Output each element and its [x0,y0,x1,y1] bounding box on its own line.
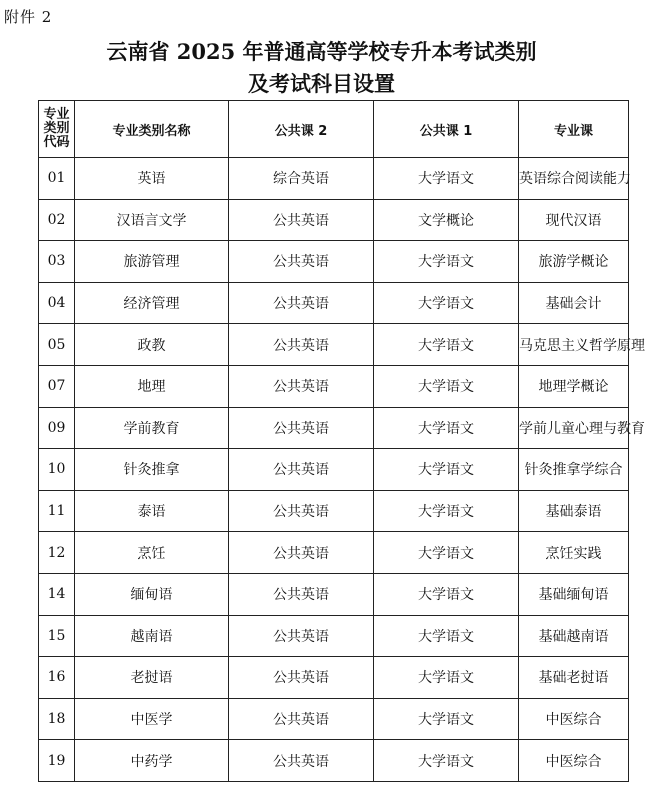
cell-public-course-2: 公共英语 [229,490,374,532]
cell-public-course-2: 公共英语 [229,282,374,324]
attachment-label: 附件 2 [4,8,53,26]
cell-category-name: 中药学 [75,740,229,782]
cell-public-course-1: 大学语文 [374,573,519,615]
cell-public-course-2: 公共英语 [229,407,374,449]
cell-category-name: 学前教育 [75,407,229,449]
cell-category-name: 旅游管理 [75,241,229,283]
document-title-line-1: 云南省 2025 年普通高等学校专升本考试类别 [106,39,537,64]
cell-category-name: 缅甸语 [75,573,229,615]
cell-category-name: 汉语言文学 [75,199,229,241]
table-row [39,241,629,283]
cell-category-code: 14 [39,573,75,615]
table-row [39,282,629,324]
cell-public-course-1: 大学语文 [374,740,519,782]
table-row [39,573,629,615]
header-code-line: 类别 [43,121,70,136]
cell-major-course: 中医综合 [519,740,629,782]
cell-public-course-1: 大学语文 [374,407,519,449]
cell-public-course-2: 公共英语 [229,615,374,657]
cell-category-code: 07 [39,365,75,407]
cell-category-name: 政教 [75,324,229,366]
cell-category-code: 10 [39,449,75,491]
table-row [39,615,629,657]
cell-category-name: 经济管理 [75,282,229,324]
cell-public-course-1: 大学语文 [374,615,519,657]
header-category-code [39,101,75,158]
cell-public-course-1: 大学语文 [374,365,519,407]
cell-public-course-1: 文学概论 [374,199,519,241]
table-row [39,365,629,407]
cell-public-course-2: 公共英语 [229,199,374,241]
cell-category-code: 11 [39,490,75,532]
cell-category-name: 针灸推拿 [75,449,229,491]
table-row [39,324,629,366]
header-major-course: 专业课 [519,101,629,158]
cell-public-course-1: 大学语文 [374,490,519,532]
cell-category-code: 09 [39,407,75,449]
table-row [39,199,629,241]
cell-category-code: 01 [39,158,75,200]
cell-major-course: 针灸推拿学综合 [519,449,629,491]
cell-public-course-2: 公共英语 [229,740,374,782]
cell-major-course: 英语综合阅读能力 [519,158,629,200]
cell-major-course: 基础缅甸语 [519,573,629,615]
cell-category-code: 19 [39,740,75,782]
cell-major-course: 基础会计 [519,282,629,324]
cell-category-name: 中医学 [75,698,229,740]
cell-category-code: 18 [39,698,75,740]
cell-public-course-2: 公共英语 [229,449,374,491]
cell-major-course: 马克思主义哲学原理 [519,324,629,366]
cell-public-course-1: 大学语文 [374,158,519,200]
table-row [39,490,629,532]
cell-major-course: 中医综合 [519,698,629,740]
cell-major-course: 烹饪实践 [519,532,629,574]
cell-major-course: 现代汉语 [519,199,629,241]
cell-public-course-1: 大学语文 [374,324,519,366]
cell-public-course-1: 大学语文 [374,532,519,574]
cell-major-course: 地理学概论 [519,365,629,407]
cell-category-code: 02 [39,199,75,241]
cell-public-course-1: 大学语文 [374,241,519,283]
cell-category-name: 烹饪 [75,532,229,574]
table-row [39,657,629,699]
cell-public-course-1: 大学语文 [374,449,519,491]
cell-category-code: 04 [39,282,75,324]
cell-category-name: 越南语 [75,615,229,657]
header-public-course-2: 公共课 2 [229,101,374,158]
cell-category-code: 03 [39,241,75,283]
table-row [39,407,629,449]
cell-major-course: 基础越南语 [519,615,629,657]
cell-public-course-2: 公共英语 [229,573,374,615]
cell-public-course-1: 大学语文 [374,698,519,740]
cell-major-course: 基础老挝语 [519,657,629,699]
table-row [39,698,629,740]
cell-public-course-2: 综合英语 [229,158,374,200]
cell-public-course-2: 公共英语 [229,241,374,283]
header-public-course-1: 公共课 1 [374,101,519,158]
table-row [39,158,629,200]
cell-category-code: 15 [39,615,75,657]
cell-public-course-1: 大学语文 [374,657,519,699]
cell-major-course: 基础泰语 [519,490,629,532]
document-title-line-2: 及考试科目设置 [248,71,395,96]
cell-major-course: 旅游学概论 [519,241,629,283]
cell-category-code: 16 [39,657,75,699]
table-row [39,532,629,574]
table-row [39,740,629,782]
header-category-name: 专业类别名称 [75,101,229,158]
cell-public-course-2: 公共英语 [229,657,374,699]
cell-major-course: 学前儿童心理与教育 [519,407,629,449]
cell-category-name: 泰语 [75,490,229,532]
header-code-line: 专业 [43,107,70,122]
cell-category-code: 12 [39,532,75,574]
table-row [39,449,629,491]
table-body [39,158,645,782]
cell-public-course-2: 公共英语 [229,324,374,366]
cell-public-course-2: 公共英语 [229,365,374,407]
cell-public-course-2: 公共英语 [229,532,374,574]
cell-category-name: 老挝语 [75,657,229,699]
cell-category-name: 英语 [75,158,229,200]
cell-public-course-2: 公共英语 [229,698,374,740]
cell-category-code: 05 [39,324,75,366]
table-header-row [39,101,629,158]
header-code-line: 代码 [43,135,70,150]
cell-category-name: 地理 [75,365,229,407]
exam-subjects-table [38,100,645,782]
cell-public-course-1: 大学语文 [374,282,519,324]
